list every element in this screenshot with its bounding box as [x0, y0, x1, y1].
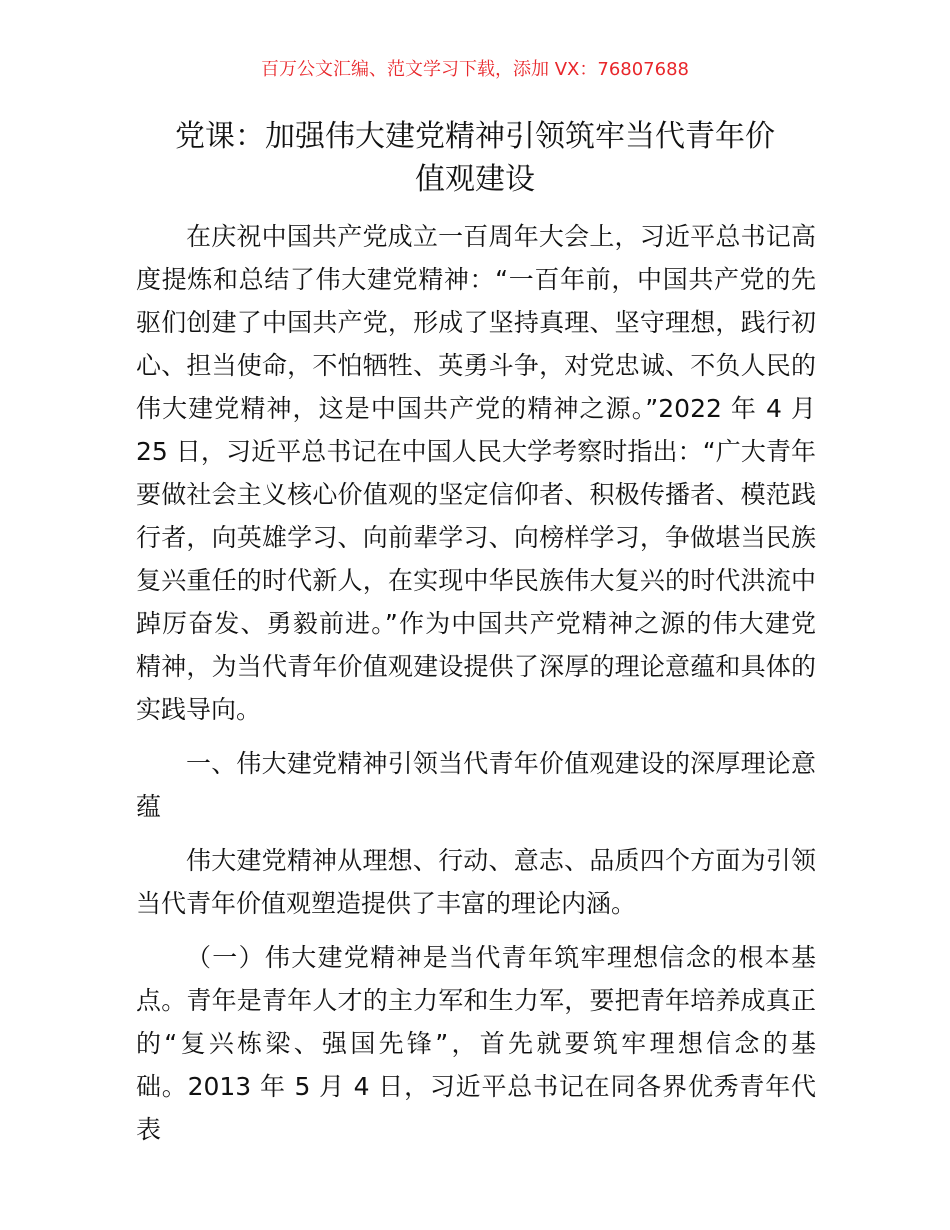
paragraph-line: 25 日，习近平总书记在中国人民大学考察时指出：“广大青年: [136, 437, 816, 466]
paragraph-line: 行者，向英雄学习、向前辈学习、向榜样学习，争做堪当民族: [136, 523, 816, 552]
document-title-line-1: 党课：加强伟大建党精神引领筑牢当代青年价: [175, 119, 775, 154]
paragraph-line: 踔厉奋发、勇毅前进。”作为中国共产党精神之源的伟大建党: [136, 609, 816, 638]
section-heading-line: 一、伟大建党精神引领当代青年价值观建设的深厚理论意: [186, 749, 816, 778]
paragraph-line: 伟大建党精神，这是中国共产党的精神之源。”2022 年 4 月: [136, 394, 816, 423]
paragraph-line: 要做社会主义核心价值观的坚定信仰者、积极传播者、模范践: [136, 480, 816, 509]
document-title: [130, 115, 820, 201]
document-body: [136, 215, 816, 1151]
paragraph: [136, 839, 816, 925]
paragraph-line: 心、担当使命，不怕牺牲、英勇斗争，对党忠诚、不负人民的: [136, 351, 816, 380]
paragraph-line: 在庆祝中国共产党成立一百周年大会上，习近平总书记高: [186, 222, 816, 251]
paragraph-line: 实践导向。: [136, 695, 262, 724]
download-banner: 百万公文汇编、范文学习下载，添加 VX：76807688: [261, 59, 689, 80]
paragraph-line: 础。2013 年 5 月 4 日，习近平总书记在同各界优秀青年代表: [136, 1072, 816, 1144]
paragraph-line: （一）伟大建党精神是当代青年筑牢理想信念的根本基: [186, 943, 816, 972]
paragraph-line: 当代青年价值观塑造提供了丰富的理论内涵。: [136, 889, 637, 918]
section-heading: [136, 742, 816, 828]
paragraph-line: 复兴重任的时代新人，在实现中华民族伟大复兴的时代洪流中: [136, 566, 816, 595]
section-heading-line: 蕴: [136, 792, 162, 821]
paragraph-line: 点。青年是青年人才的主力军和生力军，要把青年培养成真正: [136, 986, 816, 1015]
paragraph: [136, 215, 816, 731]
paragraph-line: 精神，为当代青年价值观建设提供了深厚的理论意蕴和具体的: [136, 652, 816, 681]
document-title-line-2: 值观建设: [415, 162, 535, 197]
paragraph-line: 度提炼和总结了伟大建党精神：“一百年前，中国共产党的先: [136, 265, 816, 294]
paragraph: [136, 936, 816, 1151]
paragraph-line: 的“复兴栋梁、强国先锋”，首先就要筑牢理想信念的基: [136, 1029, 816, 1058]
paragraph-line: 伟大建党精神从理想、行动、意志、品质四个方面为引领: [186, 846, 816, 875]
paragraph-line: 驱们创建了中国共产党，形成了坚持真理、坚守理想，践行初: [136, 308, 816, 337]
